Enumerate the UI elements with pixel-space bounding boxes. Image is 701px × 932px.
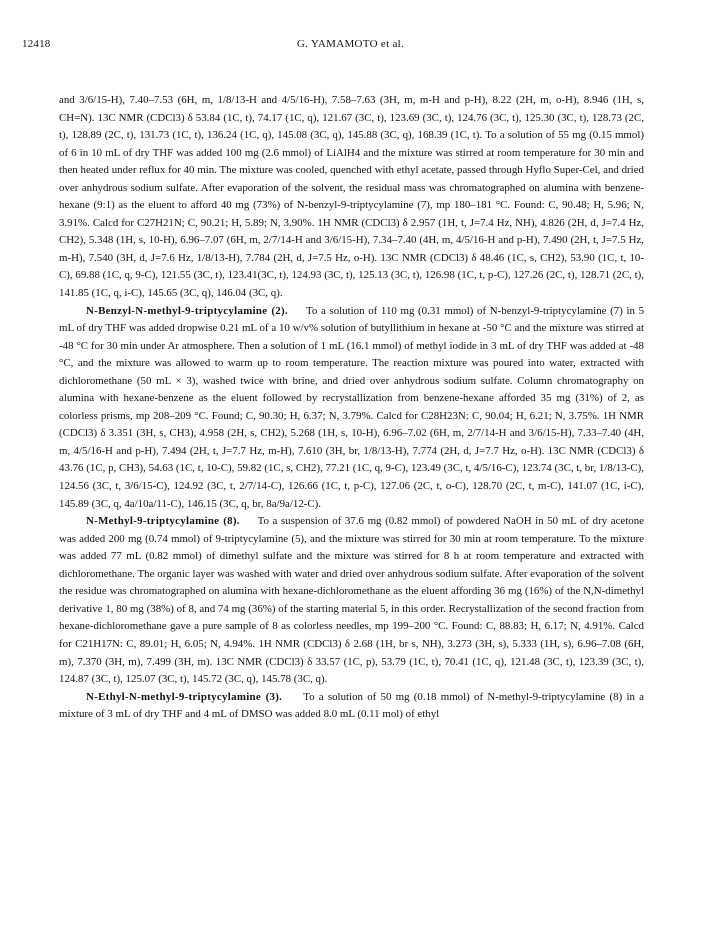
paragraph-compound-3 bbox=[59, 689, 644, 724]
paragraph-text: To a solution of 110 mg (0.31 mmol) of N-benzyl-9-triptycylamine (7) in 5 mL of dry THF was added dropwise 0.21 mL of a 10 w/v% solution of butyllithium in hexane at -50 °C and the mixture was stirred at -48 °C for 30 min under Ar atmosphere. Then a solution of 1 mL (16.1 mmol) of methyl iodide in 3 mL of dry THF was added at -48 °C, and the mixture was allowed to warm up to room temperature. The reaction mixture was poured into water, extracted with dichloromethane (50 mL × 3), washed twice with brine, and dried over anhydrous sodium sulfate. Column chromatography on alumina with hexane-benzene as the eluent followed by recrystallization from benzene-hexane afforded 35 mg (31%) of 2, as colorless prisms, mp 208–209 °C. Found; C, 90.30; H, 6.37; N, 3.79%. Calcd for C28H23N: C, 90.04; H, 6.21; N, 3.75%. 1H NMR (CDCl3) δ 3.351 (3H, s, CH3), 4.958 (2H, s, CH2), 5.268 (1H, s, 10-H), 6.96–7.02 (6H, m, 2/7/14-H and 3/6/15-H), 7.33–7.40 (4H, m, 4/5/16-H and p-H), 7.494 (2H, t, J=7.7 Hz, m-H), 7.610 (3H, br, 1/8/13-H), 7.774 (2H, d, J=7.7 Hz, o-H). 13C NMR (CDCl3) δ 43.76 (1C, p, CH3), 54.63 (1C, t, 10-C), 59.82 (1C, s, CH2), 77.21 (1C, q, 9-C), 123.49 (3C, t, 4/5/16-C), 123.74 (3C, t, br, 1/8/13-C), 124.56 (3C, t, 3/6/15-C), 124.92 (3C, t, 2/7/14-C), 126.66 (1C, t, p-C), 127.06 (2C, t, o-C), 128.70 (2C, t, m-C), 141.07 (1C, i-C), 145.89 (3C, q, 4a/10a/11-C), 146.15 (3C, q, br, 8a/9a/12-C). bbox=[59, 304, 645, 510]
paragraph-compound-8 bbox=[59, 513, 644, 688]
paragraph-text: To a suspension of 37.6 mg (0.82 mmol) of powdered NaOH in 50 mL of dry acetone was added 200 mg (0.74 mmol) of 9-triptycylamine (5), and the mixture was stirred for 30 min at room temperature. To the mixture was added 77 mL (0.82 mmol) of dimethyl sulfate and the mixture was stirred for 8 h at room temperature and extracted with dichloromethane. The organic layer was washed with water and dried over anhydrous sodium sulfate. After evaporation of the solvent the residue was chromatographed on alumina with hexane-dichloromethane as the eluent affording 36 mg (16%) of the N,N-dimethyl derivative 1, 80 mg (38%) of 8, and 74 mg (36%) of the starting material 5, in this order. Recrystallization of the second fraction from hexane-dichloromethane gave a pure sample of 8 as colorless needles, mp 199–200 °C. Found: C, 88.83; H, 6.17; N, 4.91%. Calcd for C21H17N: C, 89.01; H, 6.05; N, 4.94%. 1H NMR (CDCl3) δ 2.68 (1H, br s, NH), 3.273 (3H, s), 5.333 (1H, s), 6.96–7.08 (6H, m), 7.370 (3H, m), 7.499 (3H, m). 13C NMR (CDCl3) δ 33.57 (1C, p), 53.79 (1C, t), 70.41 (1C, q), 121.48 (3C, t), 123.39 (3C, t), 124.87 (3C, t), 125.07 (3C, t), 145.72 (3C, q), 145.78 (3C, q). bbox=[59, 515, 644, 686]
paragraph-text: To a solution of 50 mg (0.18 mmol) of N-methyl-9-triptycylamine (8) in a mixture of 3 mL of dry THF and 4 mL of DMSO was added 8.0 mL (0.11 mol) of ethyl bbox=[59, 690, 644, 721]
article-body bbox=[59, 92, 644, 724]
page-number: 12418 bbox=[22, 38, 51, 50]
running-head: G. YAMAMOTO et al. bbox=[296, 38, 405, 50]
compound-heading: N-Benzyl-N-methyl-9-triptycylamine (2). bbox=[86, 304, 288, 317]
paragraph-compound-2 bbox=[59, 303, 644, 514]
compound-heading: N-Ethyl-N-methyl-9-triptycylamine (3). bbox=[86, 690, 283, 703]
paragraph-continued bbox=[59, 92, 644, 303]
paragraph-text: and 3/6/15-H), 7.40–7.53 (6H, m, 1/8/13-H and 4/5/16-H), 7.58–7.63 (3H, m, m-H and p-H), 8.22 (2H, m, o-H), 8.946 (1H, s, CH=N). 13C NMR (CDCl3) δ 53.84 (1C, t), 74.17 (1C, q), 121.67 (3C, t), 123.69 (3C, t), 124.76 (3C, t), 125.30 (3C, t), 128.73 (2C, t), 128.89 (2C, t), 131.73 (1C, t), 136.24 (1C, q), 145.08 (3C, q), 145.88 (3C, q), 168.39 (1C, t). To a solution of 55 mg (0.15 mmol) of 6 in 10 mL of dry THF was added 100 mg (2.6 mmol) of LiAlH4 and the mixture was stirred at room temperature for 30 min and then heated under reflux for 40 min. The mixture was cooled, quenched with ethyl acetate, passed through Hyflo Super-Cel, and dried over anhydrous sodium sulfate. After evaporation of the solvent, the residual mass was chromatographed on alumina with benzene-hexane (9:1) as the eluent to afford 40 mg (73%) of N-benzyl-9-triptycylamine (7), mp 180–181 °C. Found: C, 90.48; H, 5.96; N, 3.91%. Calcd for C27H21N; C, 90.21; H, 5.89; N, 3.90%. 1H NMR (CDCl3) δ 2.957 (1H, t, J=7.4 Hz, NH), 4.826 (2H, d, J=7.4 Hz, CH2), 5.348 (1H, s, 10-H), 6.96–7.07 (6H, m, 2/7/14-H and 3/6/15-H), 7.34–7.40 (4H, m, 4/5/16-H and p-H), 7.490 (2H, t, J=7.5 Hz, m-H), 7.540 (3H, d, J=7.6 Hz, 1/8/13-H), 7.784 (2H, d, J=7.5 Hz, o-H). 13C NMR (CDCl3) δ 48.46 (1C, s, CH2), 53.90 (1C, t, 10-C), 69.88 (1C, q, 9-C), 121.55 (3C, t), 123.41(3C, t), 124.93 (3C, t), 125.13 (3C, t), 126.98 (1C, t, p-C), 127.26 (2C, t), 128.71 (2C, t), 141.85 (1C, q, i-C), 145.65 (3C, q), 146.04 (3C, q). bbox=[59, 94, 644, 300]
compound-heading: N-Methyl-9-triptycylamine (8). bbox=[86, 515, 240, 528]
